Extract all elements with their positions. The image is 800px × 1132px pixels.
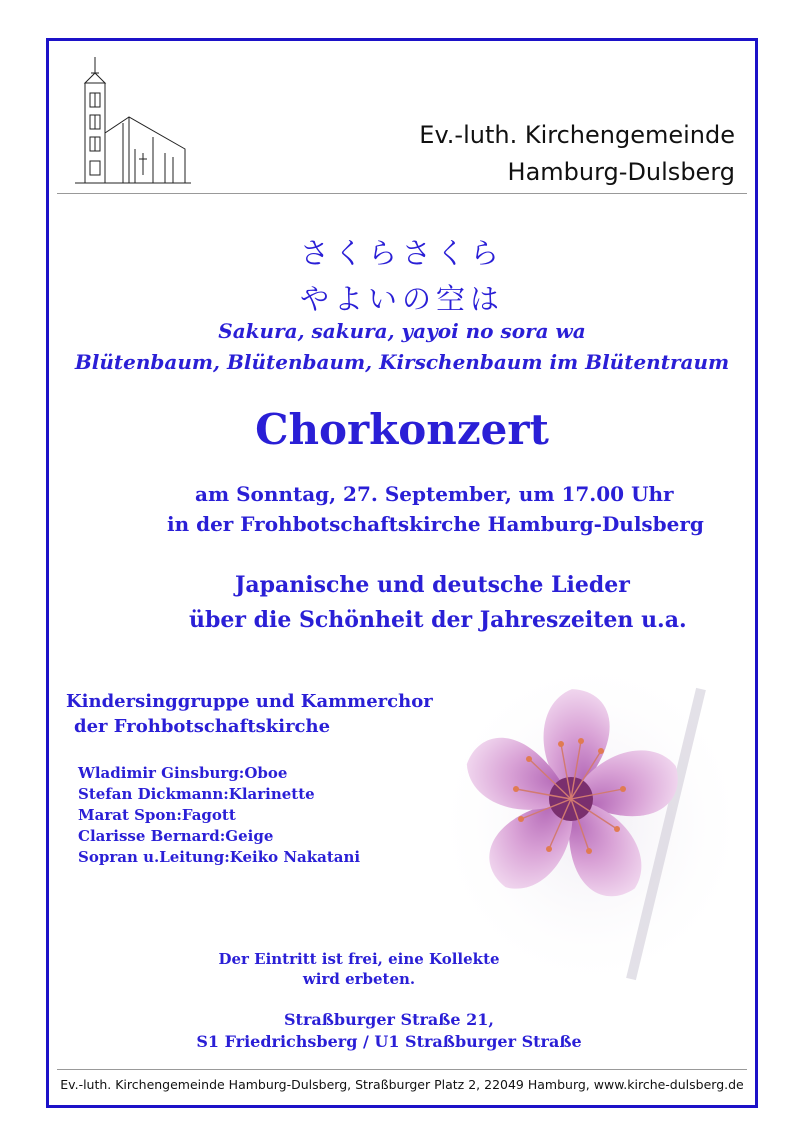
footer-divider xyxy=(57,1069,747,1070)
event-place: in der Frohbotschaftskirche Hamburg-Dulsberg xyxy=(167,512,704,536)
organization-name xyxy=(419,117,735,191)
poster-frame xyxy=(46,38,758,1108)
program-line-1: Japanische und deutsche Lieder xyxy=(235,572,630,598)
header-divider xyxy=(57,193,747,194)
german-lyric: Blütenbaum, Blütenbaum, Kirschenbaum im Blütentraum xyxy=(74,350,730,374)
church-logo xyxy=(73,53,193,188)
cherry-blossom-image xyxy=(401,649,731,994)
org-line-2: Hamburg-Dulsberg xyxy=(507,158,735,186)
admission-line-2: wird erbeten. xyxy=(302,970,416,988)
org-line-1: Ev.-luth. Kirchengemeinde xyxy=(419,121,735,149)
admission-line-1: Der Eintritt ist frei, eine Kollekte xyxy=(218,950,500,968)
romaji-lyric: Sakura, sakura, yayoi no sora wa xyxy=(218,319,586,343)
concert-title: Chorkonzert xyxy=(255,405,549,454)
musician-item: Stefan Dickmann:Klarinette xyxy=(78,785,315,803)
event-date: am Sonntag, 27. September, um 17.00 Uhr xyxy=(195,482,674,506)
japanese-lyric-line-2: やよいの空は xyxy=(299,282,504,316)
choir-line-2: der Frohbotschaftskirche xyxy=(74,716,331,737)
admission-info xyxy=(159,949,559,989)
musician-item: Clarisse Bernard:Geige xyxy=(78,827,274,845)
japanese-lyric-line-1: さくらさくら xyxy=(299,236,504,270)
footer-contact: Ev.-luth. Kirchengemeinde Hamburg-Dulsberg, Straßburger Platz 2, 22049 Hamburg, www.kirche-dulsberg.de xyxy=(60,1077,744,1092)
choir-line-1: Kindersinggruppe und Kammerchor xyxy=(66,691,433,712)
address-line-1: Straßburger Straße 21, xyxy=(284,1010,494,1029)
program-line-2: über die Schönheit der Jahreszeiten u.a. xyxy=(189,607,687,633)
musician-item: Wladimir Ginsburg:Oboe xyxy=(78,764,288,782)
musicians-list xyxy=(78,763,360,868)
choir-names xyxy=(66,689,433,739)
musician-item: Sopran u.Leitung:Keiko Nakatani xyxy=(78,848,361,866)
venue-address xyxy=(109,1009,669,1053)
address-line-2: S1 Friedrichsberg / U1 Straßburger Straße xyxy=(196,1032,582,1051)
musician-item: Marat Spon:Fagott xyxy=(78,806,236,824)
